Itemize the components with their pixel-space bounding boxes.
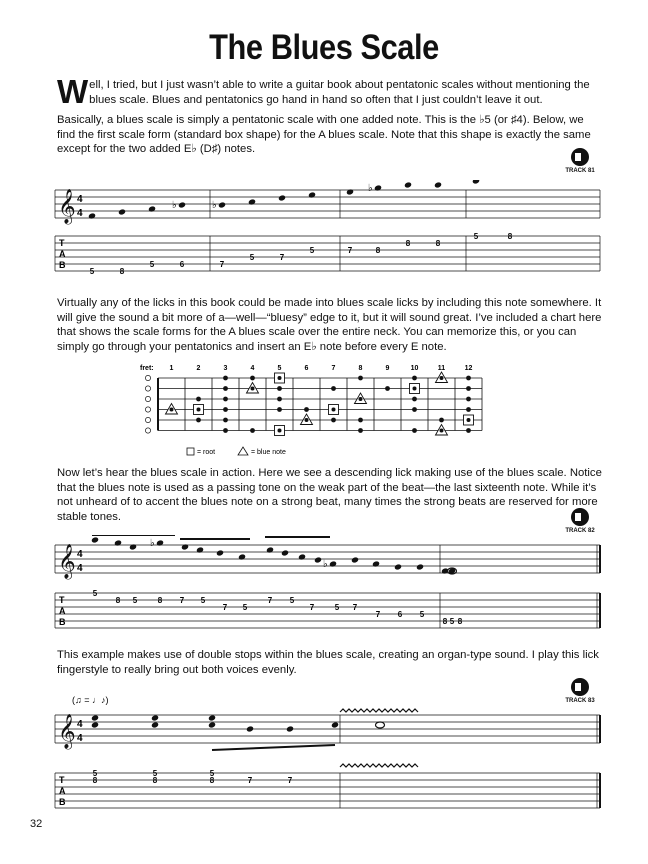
tab-number: 8 xyxy=(457,617,463,626)
track-label: TRACK 83 xyxy=(565,698,595,704)
whole-note xyxy=(376,722,385,728)
notehead xyxy=(394,563,402,570)
scale-dot xyxy=(385,386,390,391)
flat-sign: ♭ xyxy=(323,559,328,570)
notehead xyxy=(208,714,216,721)
page-number: 32 xyxy=(30,818,43,830)
scale-dot xyxy=(223,428,228,433)
fretboard-chart xyxy=(135,360,495,460)
tab-number: 5 xyxy=(449,617,455,626)
notehead xyxy=(151,714,159,721)
tab-number: 5 xyxy=(419,610,425,619)
audio-icon xyxy=(571,148,589,166)
tab-letter-t: T xyxy=(59,238,65,248)
paragraph-4: Now let’s hear the blues scale in action. Here we see a descending lick making use of the blues scale. Notice that the blues note is used as a passing tone on the weak part of the beat—the last sixteenth note. While it’s not unheard of to accent the blues note on a strong beat, many times the strong beats are reserved for more stable tones. xyxy=(57,467,602,523)
notehead xyxy=(218,201,226,208)
treble-clef: 𝄞 xyxy=(58,715,76,748)
tab-number: 7 xyxy=(347,246,353,255)
notehead xyxy=(148,205,156,212)
tab-letter-b: B xyxy=(59,260,66,270)
tab-letter-t: T xyxy=(59,595,65,605)
notehead xyxy=(374,184,382,191)
notehead xyxy=(151,721,159,728)
notehead xyxy=(246,725,254,732)
tab-number: 7 xyxy=(179,596,185,605)
scale-dot xyxy=(412,407,417,412)
track-82-badge[interactable] xyxy=(560,508,600,534)
scale-dot xyxy=(250,376,255,381)
tab-number: 5 xyxy=(200,596,206,605)
notehead xyxy=(329,560,337,567)
scale-dot xyxy=(277,397,282,402)
tab-number: 8 xyxy=(157,596,163,605)
scale-dot xyxy=(440,376,444,380)
notehead xyxy=(281,549,289,556)
track-label: TRACK 82 xyxy=(565,528,595,534)
tab-number: 8 xyxy=(119,267,125,276)
scale-dot xyxy=(440,429,444,433)
legend-blue-symbol xyxy=(238,447,248,455)
tab-number: 5 xyxy=(309,246,315,255)
tab-letter-a: A xyxy=(59,786,66,796)
tab-number: 5 xyxy=(149,260,155,269)
scale-dot xyxy=(467,418,471,422)
notehead xyxy=(91,721,99,728)
open-string-marker xyxy=(145,386,150,391)
example-1-tab-numbers xyxy=(90,232,513,276)
scale-dot xyxy=(466,376,471,381)
scale-dot xyxy=(196,418,201,423)
notehead xyxy=(434,181,442,188)
flat-sign: ♭ xyxy=(212,200,217,211)
scale-dot xyxy=(170,408,174,412)
fret-number: 2 xyxy=(196,365,201,372)
tab-number: 8 xyxy=(92,776,98,785)
tab-number: 6 xyxy=(397,610,403,619)
scale-dot xyxy=(223,386,228,391)
open-string-marker xyxy=(145,428,150,433)
open-string-marker xyxy=(145,417,150,422)
notehead xyxy=(372,560,380,567)
scale-dot xyxy=(223,376,228,381)
scale-dot xyxy=(251,387,255,391)
notehead xyxy=(404,181,412,188)
tab-number: 5 xyxy=(152,769,158,778)
scale-dot xyxy=(197,408,201,412)
fret-number: 12 xyxy=(464,365,473,372)
tab-number: 8 xyxy=(442,617,448,626)
scale-dot xyxy=(278,376,282,380)
notehead xyxy=(351,556,359,563)
scale-dot xyxy=(358,376,363,381)
notehead xyxy=(331,721,339,728)
fret-numbers xyxy=(170,365,473,372)
fret-number: 6 xyxy=(304,365,309,372)
tab-number: 8 xyxy=(115,596,121,605)
track-label: TRACK 81 xyxy=(565,168,595,174)
notehead xyxy=(286,725,294,732)
staff xyxy=(55,715,600,743)
fret-number: 9 xyxy=(385,365,390,372)
page-title: The Blues Scale xyxy=(209,28,439,67)
tab-number: 8 xyxy=(209,776,215,785)
example-1-notes xyxy=(88,180,514,220)
notehead xyxy=(91,714,99,721)
scale-dot xyxy=(412,428,417,433)
time-sig-bottom: 4 xyxy=(77,563,83,574)
tab-number: 7 xyxy=(375,610,381,619)
track-81-badge[interactable] xyxy=(560,148,600,174)
treble-clef: 𝄞 xyxy=(58,545,76,578)
paragraph-5: This example makes use of double stops within the blues scale, creating an organ-type sound. I play this lick fingerstyle to really bring out both voices evenly. xyxy=(57,649,599,676)
time-sig-bottom: 4 xyxy=(77,208,83,219)
flat-sign: ♭ xyxy=(368,183,373,194)
tab-number: 7 xyxy=(352,603,358,612)
tab-number: 6 xyxy=(179,260,185,269)
time-sig-bottom: 4 xyxy=(77,733,83,744)
tab-letter-a: A xyxy=(59,606,66,616)
example-2-notation xyxy=(0,535,648,640)
tab-number: 5 xyxy=(334,603,340,612)
tab-number: 7 xyxy=(219,260,225,269)
tab-number: 5 xyxy=(473,232,479,241)
example-2-notes xyxy=(91,535,457,575)
notehead xyxy=(114,539,122,546)
fret-number: 1 xyxy=(169,365,174,372)
notehead xyxy=(308,191,316,198)
scale-dot xyxy=(223,407,228,412)
intro-paragraph xyxy=(57,73,602,110)
fret-number: 3 xyxy=(223,365,228,372)
scale-dot xyxy=(412,397,417,402)
notehead xyxy=(346,188,354,195)
tab-letter-a: A xyxy=(59,249,66,259)
tab-number: 7 xyxy=(309,603,315,612)
flat-sign: ♭ xyxy=(172,200,177,211)
notehead xyxy=(91,536,99,543)
scale-dot xyxy=(250,428,255,433)
notehead xyxy=(129,543,137,550)
fret-label: fret: xyxy=(140,365,154,372)
fret-number: 8 xyxy=(358,365,363,372)
beam xyxy=(212,745,335,750)
legend-blue-label: = blue note xyxy=(251,449,286,456)
tab-number: 8 xyxy=(435,239,441,248)
tab-number: 5 xyxy=(289,596,295,605)
notehead xyxy=(472,180,480,185)
tab-number: 7 xyxy=(267,596,273,605)
tab-number: 5 xyxy=(242,603,248,612)
time-sig-top: 4 xyxy=(77,549,83,560)
tab-number: 5 xyxy=(89,267,95,276)
time-sig-top: 4 xyxy=(77,719,83,730)
notehead xyxy=(178,201,186,208)
scale-dot xyxy=(439,418,444,423)
tab-number: 8 xyxy=(507,232,513,241)
notehead xyxy=(238,553,246,560)
tab-staff xyxy=(55,773,600,808)
staff xyxy=(55,190,600,218)
scale-dot xyxy=(305,418,309,422)
vibrato-line xyxy=(340,709,418,712)
example-3-notation xyxy=(0,690,648,815)
scale-dot xyxy=(278,429,282,433)
scale-dot xyxy=(466,407,471,412)
treble-clef: 𝄞 xyxy=(58,190,76,223)
scale-dot xyxy=(277,386,282,391)
open-string-marker xyxy=(145,375,150,380)
legend-root-label: = root xyxy=(197,449,216,456)
paragraph-2: Basically, a blues scale is simply a pentatonic scale with one added note. This is the ♭5 (or ♯4). Below, we find the first scale form (standard box shape) for the A blues scale. Note that this shape is exactly the same except for the two added E♭ (D♯) notes. xyxy=(57,114,591,155)
intro-text: ell, I tried, but I just wasn’t able to write a guitar book about pentatonic scales without mentioning the blues scale. Blues and pentatonics go hand in hand so often that I just couldn’t leave it out. xyxy=(89,79,590,106)
tab-number: 7 xyxy=(222,603,228,612)
notehead xyxy=(298,553,306,560)
tab-number: 7 xyxy=(279,253,285,262)
scale-dot xyxy=(466,428,471,433)
open-string-marker xyxy=(145,407,150,412)
notehead xyxy=(181,543,189,550)
tab-number: 5 xyxy=(92,769,98,778)
notehead xyxy=(314,556,322,563)
scale-dot xyxy=(466,397,471,402)
scale-dot xyxy=(331,418,336,423)
tab-number: 5 xyxy=(132,596,138,605)
notehead xyxy=(416,563,424,570)
tab-number: 5 xyxy=(92,589,98,598)
example-1-notation xyxy=(0,180,648,280)
scale-dot xyxy=(304,407,309,412)
tab-letter-b: B xyxy=(59,797,66,807)
example-3-tab-numbers xyxy=(93,769,293,785)
fret-number: 11 xyxy=(437,365,446,372)
example-2-tab-numbers xyxy=(93,589,463,626)
fret-number: 5 xyxy=(277,365,282,372)
notehead xyxy=(506,180,514,181)
fret-number: 4 xyxy=(250,365,255,372)
fret-number: 7 xyxy=(331,365,336,372)
fret-number: 10 xyxy=(410,365,419,372)
vibrato-line-tab xyxy=(340,764,418,767)
scale-dot xyxy=(412,376,417,381)
tab-letter-b: B xyxy=(59,617,66,627)
scale-dot xyxy=(413,387,417,391)
scale-dot xyxy=(331,386,336,391)
notehead xyxy=(216,549,224,556)
tab-letter-t: T xyxy=(59,775,65,785)
tab-staff xyxy=(55,236,600,271)
drop-cap: W xyxy=(57,73,89,110)
notehead xyxy=(208,721,216,728)
tab-number: 8 xyxy=(405,239,411,248)
scale-dot xyxy=(358,418,363,423)
legend-root-symbol xyxy=(187,448,194,455)
swing-tempo-mark: (♫ = ♩♪) xyxy=(72,695,109,705)
tab-number: 8 xyxy=(152,776,158,785)
scale-dot xyxy=(466,386,471,391)
notehead xyxy=(156,539,164,546)
example-3-notes xyxy=(91,714,385,750)
scale-dot xyxy=(277,407,282,412)
paragraph-3: Virtually any of the licks in this book could be made into blues scale licks by including this note somewhere. It will give the sound a bit more of a—well—“bluesy” edge to it, but it will sound great. I’ve included a chart here that shows the scale forms for the A blues scale over the entire neck. You can memorize this, or you can simply go through your pentatonics and insert an E♭ note before every E note. xyxy=(57,297,602,353)
audio-icon xyxy=(571,508,589,526)
tab-number: 5 xyxy=(249,253,255,262)
open-string-marker xyxy=(145,396,150,401)
scale-dot xyxy=(358,428,363,433)
scale-dot xyxy=(196,397,201,402)
scale-dot xyxy=(359,397,363,401)
notehead xyxy=(196,546,204,553)
tab-number: 7 xyxy=(247,776,253,785)
notehead xyxy=(278,194,286,201)
notehead xyxy=(266,546,274,553)
notehead xyxy=(248,198,256,205)
tab-number: 8 xyxy=(375,246,381,255)
scale-dot xyxy=(332,408,336,412)
notehead xyxy=(88,212,96,219)
notehead xyxy=(118,208,126,215)
flat-sign: ♭ xyxy=(150,538,155,549)
tab-number: 7 xyxy=(287,776,293,785)
scale-dot xyxy=(223,418,228,423)
scale-dot xyxy=(223,397,228,402)
time-sig-top: 4 xyxy=(77,194,83,205)
tab-number: 5 xyxy=(209,769,215,778)
